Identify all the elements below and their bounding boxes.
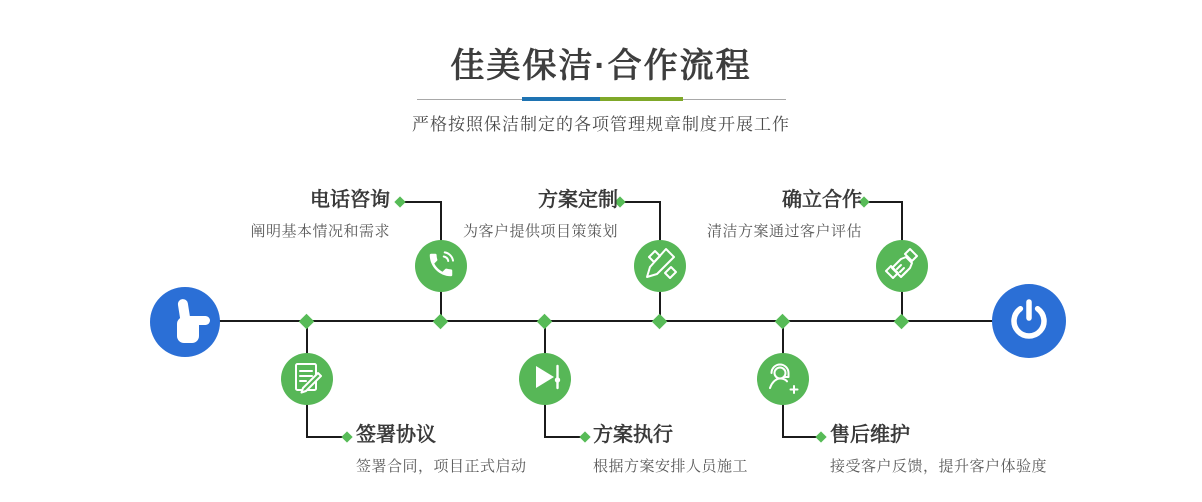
timeline-end-node bbox=[992, 284, 1066, 358]
connector bbox=[622, 201, 660, 203]
power-icon bbox=[992, 282, 1066, 361]
phone-icon bbox=[415, 238, 467, 295]
step-node-contract bbox=[281, 353, 333, 405]
step-label-plan-execute bbox=[593, 424, 748, 476]
headset-plus-icon bbox=[757, 351, 809, 408]
divider-blue-segment bbox=[522, 97, 600, 101]
pointing-hand-icon bbox=[150, 285, 220, 360]
step-label-establish-coop bbox=[707, 189, 862, 241]
step-title: 方案执行 bbox=[593, 424, 673, 446]
handshake-icon bbox=[876, 238, 928, 295]
step-desc: 阐明基本情况和需求 bbox=[250, 223, 390, 240]
step-node-plan bbox=[634, 240, 686, 292]
step-desc: 接受客户反馈，提升客户体验度 bbox=[830, 458, 1048, 475]
step-node-handshake bbox=[876, 240, 928, 292]
step-label-phone-consult bbox=[250, 189, 390, 241]
step-label-plan-custom bbox=[463, 189, 618, 241]
crossed-pencils-icon bbox=[634, 238, 686, 295]
timeline-node-diamond bbox=[299, 314, 315, 330]
page-subtitle: 严格按照保洁制定的各项管理规章制度开展工作 bbox=[412, 115, 790, 134]
timeline-node-diamond bbox=[537, 314, 553, 330]
step-label-sign-agreement bbox=[356, 424, 527, 476]
step-title: 签署协议 bbox=[356, 424, 436, 446]
step-label-aftersales bbox=[830, 424, 1047, 476]
step-desc: 清洁方案通过客户评估 bbox=[706, 223, 862, 240]
step-title: 方案定制 bbox=[538, 189, 618, 211]
timeline-node-diamond bbox=[894, 314, 910, 330]
connector bbox=[402, 201, 441, 203]
step-node-phone bbox=[415, 240, 467, 292]
step-title: 电话咨询 bbox=[310, 189, 390, 211]
document-pen-icon bbox=[281, 351, 333, 408]
step-node-execute bbox=[519, 353, 571, 405]
connector bbox=[866, 201, 902, 203]
timeline-node-diamond bbox=[775, 314, 791, 330]
page-title: 佳美保洁·合作流程 bbox=[450, 47, 752, 85]
timeline-start-node bbox=[150, 287, 220, 357]
step-title: 确立合作 bbox=[782, 189, 862, 211]
step-desc: 根据方案安排人员施工 bbox=[593, 458, 749, 475]
divider-green-segment bbox=[600, 97, 683, 101]
step-desc: 为客户提供项目策策划 bbox=[462, 223, 618, 240]
step-title: 售后维护 bbox=[830, 424, 910, 446]
timeline-node-diamond bbox=[652, 314, 668, 330]
label-diamond bbox=[579, 431, 590, 442]
step-node-aftersales bbox=[757, 353, 809, 405]
play-slider-icon bbox=[519, 351, 571, 408]
label-diamond bbox=[341, 431, 352, 442]
label-diamond bbox=[394, 196, 405, 207]
connector bbox=[306, 436, 346, 438]
connector bbox=[544, 436, 584, 438]
timeline-node-diamond bbox=[433, 314, 449, 330]
step-desc: 签署合同，项目正式启动 bbox=[356, 458, 527, 475]
label-diamond bbox=[815, 431, 826, 442]
